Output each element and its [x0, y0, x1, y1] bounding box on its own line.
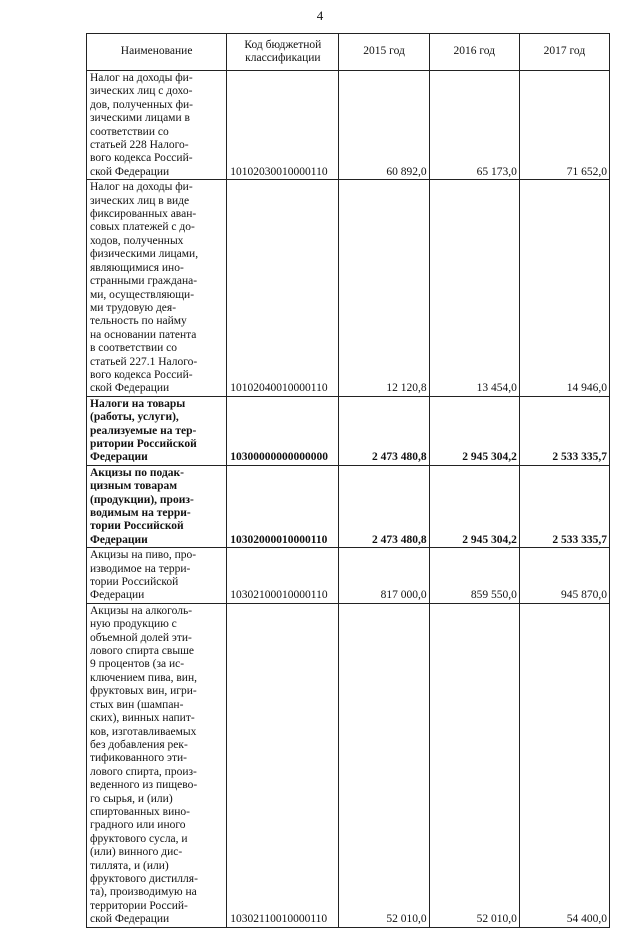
- budget-table: [86, 33, 610, 928]
- header-2015: 2015 год: [339, 34, 429, 71]
- table-row: [87, 396, 610, 465]
- row-value-2016: 2 945 304,2: [429, 396, 519, 465]
- page-number: 4: [316, 8, 324, 23]
- row-name: Налог на доходы фи- зических лиц в виде фиксированных аван- совых платежей с до- ходов, полученных физическими лицами, являющимися ино- странными граждана- ми, осуществляющи- ми трудовую дея- тельность по найму на основании патента в соответствии со статьей 227.1 Налого- вого кодекса Россий- ской Федерации: [87, 180, 227, 397]
- row-value-2015: 817 000,0: [339, 548, 429, 604]
- header-2016: 2016 год: [429, 34, 519, 71]
- row-value-2015: 2 473 480,8: [339, 465, 429, 547]
- row-code: 10102040010000110: [227, 180, 339, 397]
- table-row: [87, 603, 610, 927]
- row-value-2016: 52 010,0: [429, 603, 519, 927]
- row-value-2015: 52 010,0: [339, 603, 429, 927]
- row-value-2015: 2 473 480,8: [339, 396, 429, 465]
- row-code: 10302000010000110: [227, 465, 339, 547]
- row-value-2017: 14 946,0: [519, 180, 609, 397]
- row-code: 10300000000000000: [227, 396, 339, 465]
- row-code: 10302100010000110: [227, 548, 339, 604]
- row-value-2016: 2 945 304,2: [429, 465, 519, 547]
- row-name: Акцизы на алкоголь- ную продукцию с объемной долей эти- лового спирта свыше 9 процентов (за ис- ключением пива, вин, фруктовых вин, игри- стых вин (шампан- ских), винных напит- ков, изготавливаемых без добавления рек- тификованного эти- лового спирта, произ- веденного из пищево- го сырья, и (или) спиртованных вино- градного или иного фруктового сусла, и (или) винного дис- тиллята, и (или) фруктового дистилля- та), производимую на территории Россий- ской Федерации: [87, 603, 227, 927]
- table-row: [87, 548, 610, 604]
- row-value-2015: 12 120,8: [339, 180, 429, 397]
- row-value-2017: 71 652,0: [519, 71, 609, 180]
- row-value-2016: 859 550,0: [429, 548, 519, 604]
- header-name: Наименование: [87, 34, 227, 71]
- row-value-2017: 2 533 335,7: [519, 465, 609, 547]
- row-code: 10102030010000110: [227, 71, 339, 180]
- row-value-2016: 65 173,0: [429, 71, 519, 180]
- row-value-2015: 60 892,0: [339, 71, 429, 180]
- row-value-2017: 54 400,0: [519, 603, 609, 927]
- table-row: [87, 465, 610, 547]
- header-2017: 2017 год: [519, 34, 609, 71]
- table-row: [87, 180, 610, 397]
- row-name: Акцизы на пиво, про- изводимое на терри- тории Российской Федерации: [87, 548, 227, 604]
- header-row: [87, 34, 610, 71]
- row-value-2017: 2 533 335,7: [519, 396, 609, 465]
- row-name: Налог на доходы фи- зических лиц с дохо- дов, полученных фи- зическими лицами в соответствии со статьей 228 Налого- вого кодекса Россий- ской Федерации: [87, 71, 227, 180]
- row-value-2016: 13 454,0: [429, 180, 519, 397]
- table-row: [87, 71, 610, 180]
- row-name: Акцизы по подак- цизным товарам (продукции), произ- водимым на терри- тории Российской Федерации: [87, 465, 227, 547]
- header-code: Код бюджетной классификации: [227, 34, 339, 71]
- row-value-2017: 945 870,0: [519, 548, 609, 604]
- row-code: 10302110010000110: [227, 603, 339, 927]
- row-name: Налоги на товары (работы, услуги), реализуемые на тер- ритории Российской Федерации: [87, 396, 227, 465]
